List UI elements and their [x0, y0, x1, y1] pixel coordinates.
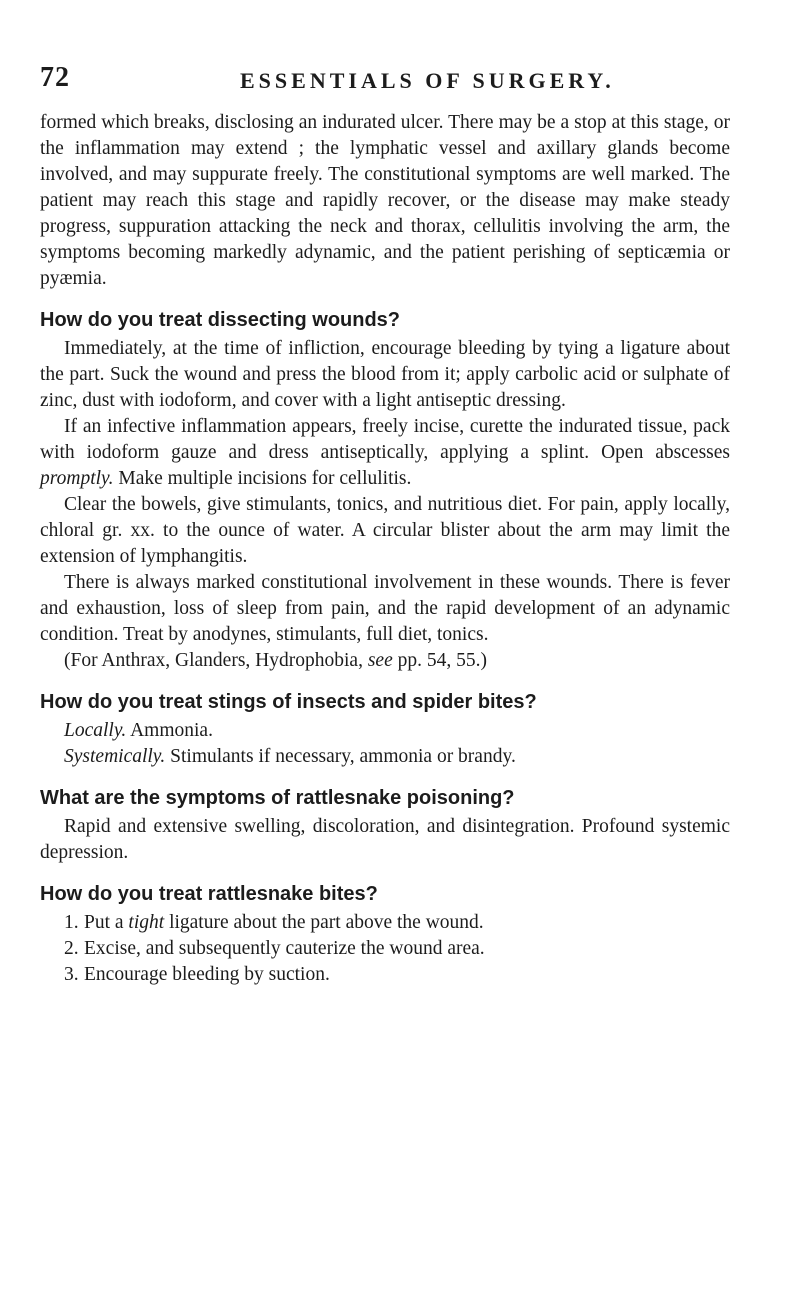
list-item: 1. Put a tight ligature about the part above the wound.: [64, 912, 484, 933]
dissecting-paragraph-3: Clear the bowels, give stimulants, tonics, and nutritious diet. For pain, apply locally, chloral gr. xx. to the ounce of water. A circular blister about the arm may limit the extension of lymphangitis.: [40, 494, 730, 567]
rattlesnake-treatment-list: [40, 910, 730, 988]
page-number: 72: [40, 62, 70, 93]
question-rattlesnake-treatment: How do you treat rattlesnake bites?: [40, 883, 378, 905]
stings-systemic: Systemically. Stimulants if necessary, ammonia or brandy.: [64, 746, 516, 767]
running-head: ESSENTIALS OF SURGERY.: [240, 68, 615, 93]
page-body: [40, 110, 730, 988]
list-item: 2. Excise, and subsequently cauterize the wound area.: [64, 938, 485, 959]
question-dissecting-wounds: How do you treat dissecting wounds?: [40, 309, 401, 331]
stings-local: Locally. Ammonia.: [64, 720, 213, 741]
dissecting-paragraph-2: If an infective inflammation appears, freely incise, curette the indurated tissue, pack with iodoform gauze and dress antiseptically, applying a splint. Open abscesses promptly. Make multiple incisions for cellulitis.: [40, 416, 730, 489]
page-header: [40, 62, 780, 94]
dissecting-paragraph-1: Immediately, at the time of infliction, encourage bleeding by tying a ligature about the part. Suck the wound and press the blood from it; apply carbolic acid or sulphate of zinc, dust with iodoform, and cover with a light antiseptic dressing.: [40, 338, 730, 411]
dissecting-paragraph-5: (For Anthrax, Glanders, Hydrophobia, see pp. 54, 55.): [64, 650, 487, 671]
question-stings: How do you treat stings of insects and spider bites?: [40, 691, 537, 713]
label-systemically: Systemically.: [64, 746, 166, 767]
intro-paragraph: formed which breaks, disclosing an indurated ulcer. There may be a stop at this stage, or the inflammation may extend ; the lymphatic vessel and axillary glands become involved, and may suppurate freely. The constitutional symptoms are well marked. The patient may reach this stage and rapidly recover, or the disease may make steady progress, suppuration attacking the neck and thorax, cellulitis involving the arm, the symptoms becoming markedly adynamic, and the patient perishing of septicæmia or pyæmia.: [40, 112, 730, 289]
emphasis-see: see: [367, 650, 393, 671]
label-locally: Locally.: [64, 720, 127, 741]
list-item: 3. Encourage bleeding by suction.: [64, 964, 330, 985]
emphasis-tight: tight: [128, 912, 165, 933]
rattlesnake-symptoms-paragraph: Rapid and extensive swelling, discoloration, and disintegration. Profound systemic depression.: [40, 816, 730, 863]
emphasis-promptly: promptly.: [40, 468, 114, 489]
dissecting-paragraph-4: There is always marked constitutional involvement in these wounds. There is fever and exhaustion, loss of sleep from pain, and the rapid development of an adynamic condition. Treat by anodynes, stimulants, full diet, tonics.: [40, 572, 730, 645]
question-rattlesnake-symptoms: What are the symptoms of rattlesnake poisoning?: [40, 787, 515, 809]
